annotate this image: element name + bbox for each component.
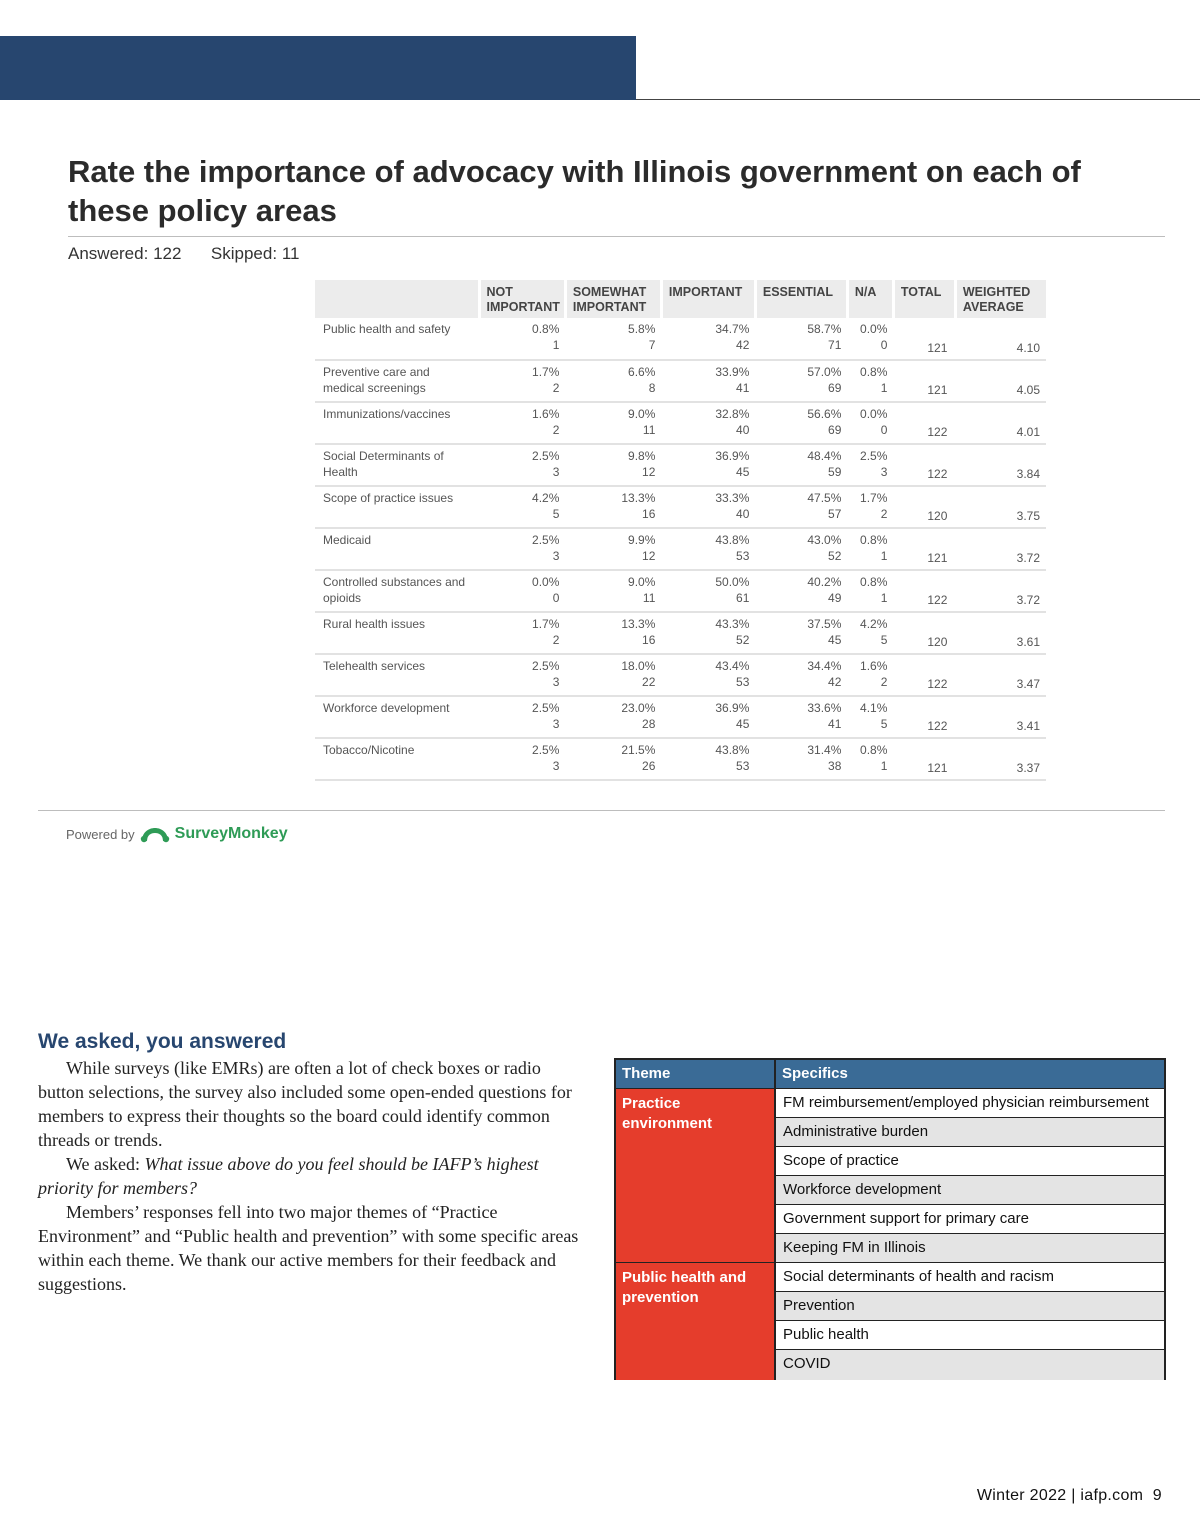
cell-somewhat-important-value: 5.8% bbox=[628, 322, 656, 336]
cell-na-count: 5 bbox=[880, 717, 888, 731]
cell-somewhat-important bbox=[565, 360, 661, 402]
col-header-total: TOTAL bbox=[893, 280, 955, 318]
cell-important bbox=[661, 360, 755, 402]
cell-essential-value: 34.4% bbox=[807, 659, 842, 673]
cell-na bbox=[847, 360, 893, 402]
cell-weighted-average bbox=[955, 654, 1046, 696]
row-label bbox=[315, 444, 479, 486]
cell-essential bbox=[755, 318, 847, 360]
table-row bbox=[315, 528, 1046, 570]
cell-total bbox=[893, 402, 955, 444]
row-label bbox=[315, 696, 479, 738]
cell-total-value: 121 bbox=[927, 341, 948, 355]
page-footer bbox=[977, 1487, 1162, 1505]
cell-important bbox=[661, 612, 755, 654]
specific-item: FM reimbursement/employed physician reimbursement bbox=[776, 1089, 1164, 1118]
row-label bbox=[315, 360, 479, 402]
cell-somewhat-important bbox=[565, 738, 661, 780]
cell-na bbox=[847, 444, 893, 486]
cell-essential bbox=[755, 738, 847, 780]
cell-total-value: 120 bbox=[927, 635, 948, 649]
cell-total bbox=[893, 360, 955, 402]
cell-not-important-count: 2 bbox=[552, 423, 560, 437]
cell-important bbox=[661, 696, 755, 738]
cell-weighted-average bbox=[955, 402, 1046, 444]
cell-not-important bbox=[479, 612, 565, 654]
table-row bbox=[315, 402, 1046, 444]
article-heading: We asked, you answered bbox=[38, 1030, 287, 1053]
cell-important-value: 43.4% bbox=[715, 659, 750, 673]
row-label-value: Workforce development bbox=[323, 701, 450, 715]
cell-not-important bbox=[479, 318, 565, 360]
cell-not-important-value: 2.5% bbox=[532, 659, 560, 673]
row-label-value: Public health and safety bbox=[323, 322, 451, 336]
cell-total bbox=[893, 738, 955, 780]
cell-total bbox=[893, 486, 955, 528]
cell-somewhat-important bbox=[565, 402, 661, 444]
powered-by bbox=[66, 824, 288, 844]
cell-na bbox=[847, 528, 893, 570]
row-label bbox=[315, 612, 479, 654]
theme-practice-environment: Practice environment bbox=[616, 1089, 776, 1263]
cell-na-value: 1.7% bbox=[860, 491, 888, 505]
cell-somewhat-important-count: 12 bbox=[642, 549, 656, 563]
table-row bbox=[315, 570, 1046, 612]
header-rule bbox=[636, 99, 1200, 100]
cell-not-important bbox=[479, 738, 565, 780]
cell-somewhat-important bbox=[565, 318, 661, 360]
cell-somewhat-important bbox=[565, 444, 661, 486]
cell-weighted-average-value: 4.10 bbox=[1016, 341, 1040, 355]
cell-not-important-value: 2.5% bbox=[532, 743, 560, 757]
cell-somewhat-important-count: 11 bbox=[642, 423, 656, 437]
cell-weighted-average bbox=[955, 360, 1046, 402]
cell-important-value: 43.8% bbox=[715, 743, 750, 757]
cell-important-value: 50.0% bbox=[715, 575, 750, 589]
title-divider bbox=[68, 236, 1165, 237]
cell-na-value: 0.8% bbox=[860, 743, 888, 757]
cell-total bbox=[893, 570, 955, 612]
cell-not-important-value: 1.7% bbox=[532, 365, 560, 379]
cell-important-count: 42 bbox=[736, 338, 750, 352]
cell-important bbox=[661, 402, 755, 444]
cell-somewhat-important-count: 16 bbox=[642, 507, 656, 521]
cell-somewhat-important-value: 6.6% bbox=[628, 365, 656, 379]
cell-not-important-value: 2.5% bbox=[532, 533, 560, 547]
cell-total-value: 122 bbox=[927, 467, 948, 481]
row-label bbox=[315, 402, 479, 444]
cell-na-value: 0.0% bbox=[860, 407, 888, 421]
row-label-value: Medicaid bbox=[323, 533, 372, 547]
survey-results-table bbox=[315, 280, 1046, 781]
cell-essential-count: 59 bbox=[828, 465, 842, 479]
cell-essential bbox=[755, 570, 847, 612]
cell-important-count: 61 bbox=[736, 591, 750, 605]
cell-somewhat-important-value: 18.0% bbox=[621, 659, 656, 673]
col-header-essential: ESSENTIAL bbox=[755, 280, 847, 318]
page-number: 9 bbox=[1152, 1487, 1162, 1504]
cell-somewhat-important-value: 13.3% bbox=[621, 617, 656, 631]
cell-somewhat-important bbox=[565, 486, 661, 528]
cell-important bbox=[661, 444, 755, 486]
cell-na-count: 1 bbox=[880, 549, 888, 563]
cell-na-count: 5 bbox=[880, 633, 888, 647]
cell-total-value: 120 bbox=[927, 509, 948, 523]
cell-important-value: 33.9% bbox=[715, 365, 750, 379]
table-body bbox=[315, 318, 1046, 780]
cell-na-count: 1 bbox=[880, 381, 888, 395]
cell-total bbox=[893, 654, 955, 696]
row-label-value: Scope of practice issues bbox=[323, 491, 454, 505]
cell-important bbox=[661, 528, 755, 570]
cell-somewhat-important bbox=[565, 612, 661, 654]
cell-not-important-value: 2.5% bbox=[532, 449, 560, 463]
article-paragraph-1: While surveys (like EMRs) are often a lot of check boxes or radio button selections, the survey also included some open-ended questions for members to express their thoughts so the board could identify common threads or trends. bbox=[38, 1058, 572, 1150]
cell-not-important-count: 3 bbox=[552, 465, 560, 479]
row-label-value: Tobacco/Nicotine bbox=[323, 743, 415, 757]
survey-title: Rate the importance of advocacy with Illinois government on each of these policy areas bbox=[68, 154, 1081, 228]
cell-important-count: 52 bbox=[736, 633, 750, 647]
specific-item: COVID bbox=[776, 1350, 1164, 1380]
col-header-na: N/A bbox=[847, 280, 893, 318]
cell-important bbox=[661, 654, 755, 696]
cell-na bbox=[847, 486, 893, 528]
table-row bbox=[315, 486, 1046, 528]
cell-somewhat-important-value: 9.8% bbox=[628, 449, 656, 463]
cell-essential-count: 52 bbox=[828, 549, 842, 563]
cell-essential-count: 45 bbox=[828, 633, 842, 647]
specific-item: Public health bbox=[776, 1321, 1164, 1350]
cell-na-value: 0.0% bbox=[860, 322, 888, 336]
cell-na-value: 0.8% bbox=[860, 533, 888, 547]
cell-not-important-value: 2.5% bbox=[532, 701, 560, 715]
table-row bbox=[315, 612, 1046, 654]
cell-not-important-count: 2 bbox=[552, 633, 560, 647]
table-header-row bbox=[315, 280, 1046, 318]
cell-weighted-average-value: 3.72 bbox=[1016, 593, 1040, 607]
cell-important-count: 40 bbox=[736, 423, 750, 437]
cell-not-important-count: 3 bbox=[552, 549, 560, 563]
response-counts bbox=[68, 244, 299, 264]
article-question: What issue above do you feel should be IAFP’s highest priority for members? bbox=[38, 1154, 539, 1198]
table-row bbox=[315, 738, 1046, 780]
cell-somewhat-important bbox=[565, 696, 661, 738]
cell-important-count: 45 bbox=[736, 717, 750, 731]
cell-na-value: 4.1% bbox=[860, 701, 888, 715]
table-row bbox=[315, 654, 1046, 696]
table-row bbox=[315, 318, 1046, 360]
cell-important-count: 53 bbox=[736, 759, 750, 773]
cell-important bbox=[661, 318, 755, 360]
cell-somewhat-important-count: 11 bbox=[642, 591, 656, 605]
cell-somewhat-important-count: 12 bbox=[642, 465, 656, 479]
powered-by-label: Powered by bbox=[66, 826, 135, 842]
specific-item: Scope of practice bbox=[776, 1147, 1164, 1176]
cell-important-value: 34.7% bbox=[715, 322, 750, 336]
cell-weighted-average bbox=[955, 528, 1046, 570]
table-row bbox=[315, 444, 1046, 486]
cell-essential bbox=[755, 654, 847, 696]
cell-weighted-average bbox=[955, 486, 1046, 528]
cell-total bbox=[893, 318, 955, 360]
col-header-important: IMPORTANT bbox=[661, 280, 755, 318]
answered-value: 122 bbox=[153, 244, 182, 263]
cell-total-value: 122 bbox=[927, 719, 948, 733]
cell-important-count: 45 bbox=[736, 465, 750, 479]
cell-essential-value: 37.5% bbox=[807, 617, 842, 631]
row-label bbox=[315, 528, 479, 570]
cell-not-important-count: 3 bbox=[552, 759, 560, 773]
cell-essential-value: 40.2% bbox=[807, 575, 842, 589]
row-label-value: Controlled substances and opioids bbox=[323, 575, 466, 605]
cell-essential-value: 47.5% bbox=[807, 491, 842, 505]
cell-not-important-value: 4.2% bbox=[532, 491, 560, 505]
cell-essential-count: 41 bbox=[828, 717, 842, 731]
cell-important bbox=[661, 738, 755, 780]
cell-essential-value: 58.7% bbox=[807, 322, 842, 336]
specific-item: Prevention bbox=[776, 1292, 1164, 1321]
specific-item: Keeping FM in Illinois bbox=[776, 1234, 1164, 1263]
table-row bbox=[315, 360, 1046, 402]
themes-header-theme: Theme bbox=[616, 1060, 776, 1089]
cell-important-value: 43.3% bbox=[715, 617, 750, 631]
cell-total bbox=[893, 444, 955, 486]
cell-not-important-count: 0 bbox=[552, 591, 560, 605]
cell-essential-value: 31.4% bbox=[807, 743, 842, 757]
row-label-value: Rural health issues bbox=[323, 617, 426, 631]
cell-not-important bbox=[479, 360, 565, 402]
col-header-weighted-average: WEIGHTED AVERAGE bbox=[955, 280, 1046, 318]
cell-total bbox=[893, 528, 955, 570]
cell-weighted-average-value: 3.72 bbox=[1016, 551, 1040, 565]
cell-important-count: 41 bbox=[736, 381, 750, 395]
cell-essential-count: 69 bbox=[828, 381, 842, 395]
cell-somewhat-important bbox=[565, 570, 661, 612]
cell-not-important-count: 5 bbox=[552, 507, 560, 521]
cell-weighted-average bbox=[955, 612, 1046, 654]
cell-weighted-average-value: 3.37 bbox=[1016, 761, 1040, 775]
cell-na-value: 4.2% bbox=[860, 617, 888, 631]
cell-somewhat-important bbox=[565, 528, 661, 570]
cell-na-count: 0 bbox=[880, 338, 888, 352]
article-body bbox=[38, 1056, 590, 1296]
cell-not-important-value: 1.6% bbox=[532, 407, 560, 421]
cell-essential bbox=[755, 528, 847, 570]
cell-not-important bbox=[479, 696, 565, 738]
specific-item: Social determinants of health and racism bbox=[776, 1263, 1164, 1292]
cell-important bbox=[661, 486, 755, 528]
cell-somewhat-important-count: 8 bbox=[648, 381, 656, 395]
article-question-lead: We asked: bbox=[66, 1154, 145, 1174]
cell-total-value: 122 bbox=[927, 677, 948, 691]
cell-somewhat-important-value: 9.9% bbox=[628, 533, 656, 547]
cell-na bbox=[847, 402, 893, 444]
cell-na-value: 2.5% bbox=[860, 449, 888, 463]
cell-important-count: 53 bbox=[736, 549, 750, 563]
row-label-value: Preventive care and medical screenings bbox=[323, 365, 430, 395]
survey-footer-divider bbox=[38, 810, 1165, 811]
cell-somewhat-important-count: 7 bbox=[648, 338, 656, 352]
cell-important-value: 43.8% bbox=[715, 533, 750, 547]
cell-somewhat-important-value: 9.0% bbox=[628, 575, 656, 589]
cell-na bbox=[847, 696, 893, 738]
cell-somewhat-important-count: 16 bbox=[642, 633, 656, 647]
cell-na bbox=[847, 654, 893, 696]
article-paragraph-2 bbox=[38, 1152, 590, 1200]
article-paragraph-3: Members’ responses fell into two major themes of “Practice Environment” and “Public health and prevention” with some specific areas within each theme. We thank our active members for their feedback and suggestions. bbox=[38, 1202, 579, 1294]
row-label bbox=[315, 570, 479, 612]
cell-essential-value: 57.0% bbox=[807, 365, 842, 379]
cell-weighted-average-value: 3.84 bbox=[1016, 467, 1040, 481]
cell-na bbox=[847, 570, 893, 612]
cell-essential-count: 38 bbox=[828, 759, 842, 773]
themes-header-specifics: Specifics bbox=[776, 1060, 1164, 1089]
cell-not-important-value: 0.0% bbox=[532, 575, 560, 589]
cell-somewhat-important bbox=[565, 654, 661, 696]
specific-item: Government support for primary care bbox=[776, 1205, 1164, 1234]
cell-essential-value: 43.0% bbox=[807, 533, 842, 547]
cell-weighted-average-value: 3.75 bbox=[1016, 509, 1040, 523]
cell-weighted-average-value: 4.05 bbox=[1016, 383, 1040, 397]
cell-essential bbox=[755, 360, 847, 402]
cell-weighted-average bbox=[955, 444, 1046, 486]
cell-na bbox=[847, 318, 893, 360]
cell-essential bbox=[755, 444, 847, 486]
cell-total-value: 121 bbox=[927, 761, 948, 775]
cell-na-count: 3 bbox=[880, 465, 888, 479]
cell-important-value: 36.9% bbox=[715, 701, 750, 715]
row-label bbox=[315, 486, 479, 528]
cell-na bbox=[847, 612, 893, 654]
cell-total-value: 122 bbox=[927, 593, 948, 607]
cell-weighted-average-value: 3.41 bbox=[1016, 719, 1040, 733]
cell-essential-count: 57 bbox=[828, 507, 842, 521]
specific-item: Workforce development bbox=[776, 1176, 1164, 1205]
cell-na bbox=[847, 738, 893, 780]
cell-not-important bbox=[479, 654, 565, 696]
cell-total-value: 121 bbox=[927, 383, 948, 397]
col-header-label bbox=[315, 280, 479, 318]
cell-not-important-value: 1.7% bbox=[532, 617, 560, 631]
answered-label: Answered: bbox=[68, 244, 149, 263]
cell-essential-count: 49 bbox=[828, 591, 842, 605]
cell-important bbox=[661, 570, 755, 612]
table-row bbox=[315, 696, 1046, 738]
cell-weighted-average bbox=[955, 696, 1046, 738]
cell-weighted-average bbox=[955, 570, 1046, 612]
specific-item: Administrative burden bbox=[776, 1118, 1164, 1147]
cell-essential-value: 33.6% bbox=[807, 701, 842, 715]
col-header-somewhat-important: SOMEWHAT IMPORTANT bbox=[565, 280, 661, 318]
row-label-value: Immunizations/vaccines bbox=[323, 407, 451, 421]
cell-not-important bbox=[479, 402, 565, 444]
cell-na-count: 1 bbox=[880, 759, 888, 773]
cell-not-important bbox=[479, 570, 565, 612]
cell-somewhat-important-count: 22 bbox=[642, 675, 656, 689]
cell-weighted-average-value: 4.01 bbox=[1016, 425, 1040, 439]
cell-not-important-count: 3 bbox=[552, 675, 560, 689]
cell-na-value: 0.8% bbox=[860, 365, 888, 379]
cell-weighted-average-value: 3.61 bbox=[1016, 635, 1040, 649]
cell-weighted-average-value: 3.47 bbox=[1016, 677, 1040, 691]
cell-not-important-count: 2 bbox=[552, 381, 560, 395]
cell-not-important bbox=[479, 486, 565, 528]
row-label bbox=[315, 654, 479, 696]
cell-essential-count: 69 bbox=[828, 423, 842, 437]
header-banner bbox=[0, 36, 636, 100]
cell-somewhat-important-count: 28 bbox=[642, 717, 656, 731]
col-header-not-important: NOT IMPORTANT bbox=[479, 280, 565, 318]
cell-somewhat-important-count: 26 bbox=[642, 759, 656, 773]
cell-important-value: 36.9% bbox=[715, 449, 750, 463]
cell-somewhat-important-value: 23.0% bbox=[621, 701, 656, 715]
cell-not-important bbox=[479, 444, 565, 486]
row-label-value: Telehealth services bbox=[323, 659, 426, 673]
surveymonkey-logo-icon bbox=[139, 824, 171, 844]
cell-na-value: 1.6% bbox=[860, 659, 888, 673]
cell-essential-value: 48.4% bbox=[807, 449, 842, 463]
cell-total bbox=[893, 612, 955, 654]
cell-somewhat-important-value: 9.0% bbox=[628, 407, 656, 421]
cell-somewhat-important-value: 21.5% bbox=[621, 743, 656, 757]
skipped-label: Skipped: bbox=[210, 244, 278, 263]
cell-total-value: 122 bbox=[927, 425, 948, 439]
cell-total-value: 121 bbox=[927, 551, 948, 565]
row-label-value: Social Determinants of Health bbox=[323, 449, 444, 479]
cell-essential bbox=[755, 612, 847, 654]
cell-essential bbox=[755, 696, 847, 738]
cell-important-value: 32.8% bbox=[715, 407, 750, 421]
cell-na-count: 1 bbox=[880, 591, 888, 605]
cell-important-value: 33.3% bbox=[715, 491, 750, 505]
cell-not-important-count: 3 bbox=[552, 717, 560, 731]
theme-public-health: Public health and prevention bbox=[616, 1263, 776, 1380]
cell-essential bbox=[755, 486, 847, 528]
cell-essential-count: 71 bbox=[828, 338, 842, 352]
cell-na-count: 2 bbox=[880, 507, 888, 521]
cell-weighted-average bbox=[955, 738, 1046, 780]
cell-important-count: 40 bbox=[736, 507, 750, 521]
footer-publication: Winter 2022 | iafp.com bbox=[976, 1487, 1144, 1504]
cell-essential-value: 56.6% bbox=[807, 407, 842, 421]
cell-total bbox=[893, 696, 955, 738]
cell-somewhat-important-value: 13.3% bbox=[621, 491, 656, 505]
cell-important-count: 53 bbox=[736, 675, 750, 689]
cell-not-important-value: 0.8% bbox=[532, 322, 560, 336]
cell-na-value: 0.8% bbox=[860, 575, 888, 589]
cell-not-important-count: 1 bbox=[552, 338, 560, 352]
themes-table bbox=[614, 1058, 1166, 1380]
cell-essential bbox=[755, 402, 847, 444]
cell-not-important bbox=[479, 528, 565, 570]
skipped-value: 11 bbox=[281, 244, 300, 263]
cell-na-count: 0 bbox=[880, 423, 888, 437]
cell-na-count: 2 bbox=[880, 675, 888, 689]
cell-weighted-average bbox=[955, 318, 1046, 360]
surveymonkey-brand: SurveyMonkey bbox=[174, 825, 288, 842]
cell-essential-count: 42 bbox=[828, 675, 842, 689]
row-label bbox=[315, 738, 479, 780]
row-label bbox=[315, 318, 479, 360]
